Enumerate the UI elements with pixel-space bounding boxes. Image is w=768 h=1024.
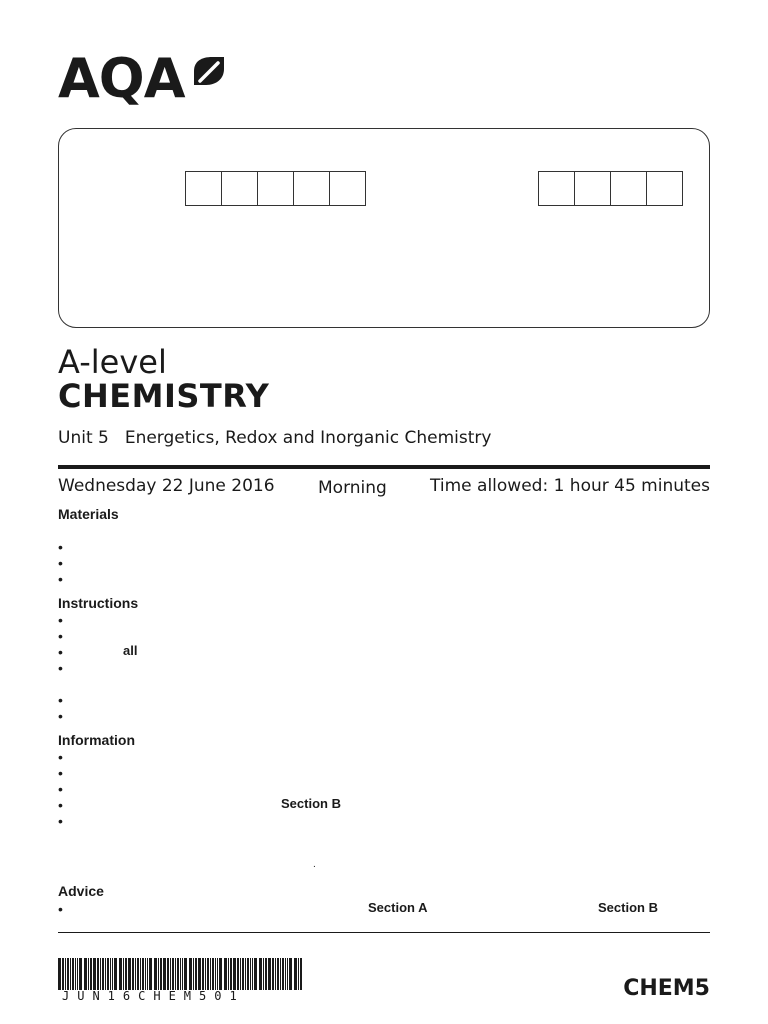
- barcode-bar: [102, 958, 104, 990]
- materials-heading: Materials: [58, 506, 119, 522]
- materials-bullet: •: [58, 539, 63, 555]
- barcode-bar: [275, 958, 276, 990]
- barcode-bar: [298, 958, 299, 990]
- barcode-bar: [247, 958, 249, 990]
- barcode-bar: [65, 958, 66, 990]
- barcode-bar: [154, 958, 157, 990]
- exam-session: Morning: [318, 478, 387, 498]
- barcode-bar: [242, 958, 244, 990]
- candidate-number-cell[interactable]: [574, 171, 611, 206]
- centre-number-cell[interactable]: [329, 171, 366, 206]
- barcode-bar: [289, 958, 292, 990]
- centre-number-cell[interactable]: [221, 171, 258, 206]
- barcode-bar: [172, 958, 174, 990]
- barcode-bar: [112, 958, 113, 990]
- barcode-bar: [189, 958, 192, 990]
- candidate-details-box: [58, 128, 710, 328]
- barcode-bar: [300, 958, 302, 990]
- barcode-bar: [215, 958, 216, 990]
- subject-title: CHEMISTRY: [58, 377, 270, 415]
- unit-line: [58, 428, 491, 448]
- barcode-bar: [72, 958, 74, 990]
- candidate-number-cell[interactable]: [538, 171, 575, 206]
- barcode-bar: [58, 958, 61, 990]
- barcode-bar: [110, 958, 111, 990]
- barcode-bar: [62, 958, 64, 990]
- information-bullet: •: [58, 813, 63, 829]
- barcode-bar: [105, 958, 106, 990]
- unit-title: Energetics, Redox and Inorganic Chemistry: [124, 428, 492, 448]
- barcode-bar: [142, 958, 144, 990]
- barcode-bar: [219, 958, 222, 990]
- barcode-bar: [265, 958, 267, 990]
- advice-bullet: •: [58, 901, 63, 917]
- barcode: [58, 958, 303, 990]
- barcode-bar: [250, 958, 251, 990]
- barcode-bar: [84, 958, 87, 990]
- materials-bullet: •: [58, 571, 63, 587]
- barcode-bar: [228, 958, 229, 990]
- barcode-bar: [254, 958, 257, 990]
- barcode-bar: [177, 958, 179, 990]
- instructions-bullet: •: [58, 660, 63, 676]
- information-bullet: •: [58, 749, 63, 765]
- barcode-bar: [75, 958, 76, 990]
- barcode-bar: [202, 958, 204, 990]
- barcode-bar: [198, 958, 201, 990]
- barcode-bar: [93, 958, 96, 990]
- barcode-bar: [135, 958, 136, 990]
- barcode-bar: [67, 958, 69, 990]
- barcode-bar: [259, 958, 262, 990]
- barcode-bar: [125, 958, 127, 990]
- barcode-bar: [88, 958, 89, 990]
- barcode-bar: [252, 958, 253, 990]
- barcode-bar: [149, 958, 152, 990]
- barcode-bar: [207, 958, 209, 990]
- barcode-bar: [175, 958, 176, 990]
- barcode-bar: [280, 958, 281, 990]
- stray-dot: .: [313, 859, 316, 870]
- barcode-bar: [97, 958, 99, 990]
- barcode-bar: [210, 958, 211, 990]
- barcode-bar: [158, 958, 159, 990]
- barcode-bar: [233, 958, 236, 990]
- barcode-bar: [145, 958, 146, 990]
- barcode-bar: [277, 958, 279, 990]
- barcode-bar: [114, 958, 117, 990]
- barcode-bar: [128, 958, 131, 990]
- barcode-bar: [182, 958, 183, 990]
- information-bullet: •: [58, 765, 63, 781]
- barcode-bar: [119, 958, 122, 990]
- materials-bullet: •: [58, 555, 63, 571]
- unit-label: Unit 5: [58, 428, 109, 448]
- barcode-bar: [167, 958, 169, 990]
- barcode-bar: [107, 958, 109, 990]
- centre-number-cell[interactable]: [185, 171, 222, 206]
- barcode-bar: [268, 958, 271, 990]
- exam-date: Wednesday 22 June 2016: [58, 476, 275, 496]
- instructions-bullet: •: [58, 692, 63, 708]
- barcode-bar: [285, 958, 286, 990]
- barcode-bar: [205, 958, 206, 990]
- barcode-bar: [193, 958, 194, 990]
- information-heading: Information: [58, 732, 135, 748]
- barcode-bar: [77, 958, 78, 990]
- instructions-bullet: •: [58, 708, 63, 724]
- barcode-bar: [79, 958, 82, 990]
- centre-number-cell[interactable]: [257, 171, 294, 206]
- barcode-text: JUN16CHEM501: [62, 989, 245, 1003]
- advice-section-b: Section B: [598, 900, 658, 915]
- candidate-number-cell[interactable]: [646, 171, 683, 206]
- footer-divider: [58, 932, 710, 933]
- barcode-bar: [123, 958, 124, 990]
- information-section-b: Section B: [281, 796, 341, 811]
- barcode-bar: [217, 958, 218, 990]
- centre-number-cell[interactable]: [293, 171, 330, 206]
- barcode-bar: [70, 958, 71, 990]
- candidate-number-cells: [539, 171, 683, 206]
- instructions-bullet: •: [58, 628, 63, 644]
- information-bullet: •: [58, 781, 63, 797]
- barcode-bar: [230, 958, 232, 990]
- information-bullet: •: [58, 797, 63, 813]
- barcode-bar: [272, 958, 274, 990]
- barcode-bar: [245, 958, 246, 990]
- barcode-bar: [140, 958, 141, 990]
- barcode-bar: [212, 958, 214, 990]
- candidate-number-cell[interactable]: [610, 171, 647, 206]
- barcode-bar: [184, 958, 187, 990]
- barcode-bar: [147, 958, 148, 990]
- barcode-bar: [160, 958, 162, 990]
- barcode-bar: [287, 958, 288, 990]
- instructions-bullet: •: [58, 644, 63, 660]
- barcode-bar: [132, 958, 134, 990]
- barcode-bar: [237, 958, 239, 990]
- qualification-level: A-level: [58, 343, 167, 381]
- centre-number-cells: [186, 171, 366, 206]
- barcode-bar: [100, 958, 101, 990]
- barcode-bar: [180, 958, 181, 990]
- barcode-bar: [170, 958, 171, 990]
- barcode-bar: [137, 958, 139, 990]
- barcode-bar: [263, 958, 264, 990]
- advice-section-a: Section A: [368, 900, 428, 915]
- barcode-bar: [224, 958, 227, 990]
- advice-heading: Advice: [58, 883, 104, 899]
- barcode-bar: [90, 958, 92, 990]
- time-allowed: Time allowed: 1 hour 45 minutes: [430, 476, 710, 496]
- paper-code: CHEM5: [623, 976, 710, 1001]
- instructions-bold-all: all: [123, 643, 138, 658]
- barcode-bar: [240, 958, 241, 990]
- barcode-bar: [163, 958, 166, 990]
- aqa-logo-text: AQA: [58, 47, 185, 110]
- header-divider: [58, 465, 710, 469]
- barcode-bar: [195, 958, 197, 990]
- instructions-heading: Instructions: [58, 595, 139, 611]
- barcode-bar: [294, 958, 297, 990]
- aqa-leaf-icon: [190, 55, 226, 87]
- barcode-bar: [282, 958, 284, 990]
- instructions-bullet: •: [58, 612, 63, 628]
